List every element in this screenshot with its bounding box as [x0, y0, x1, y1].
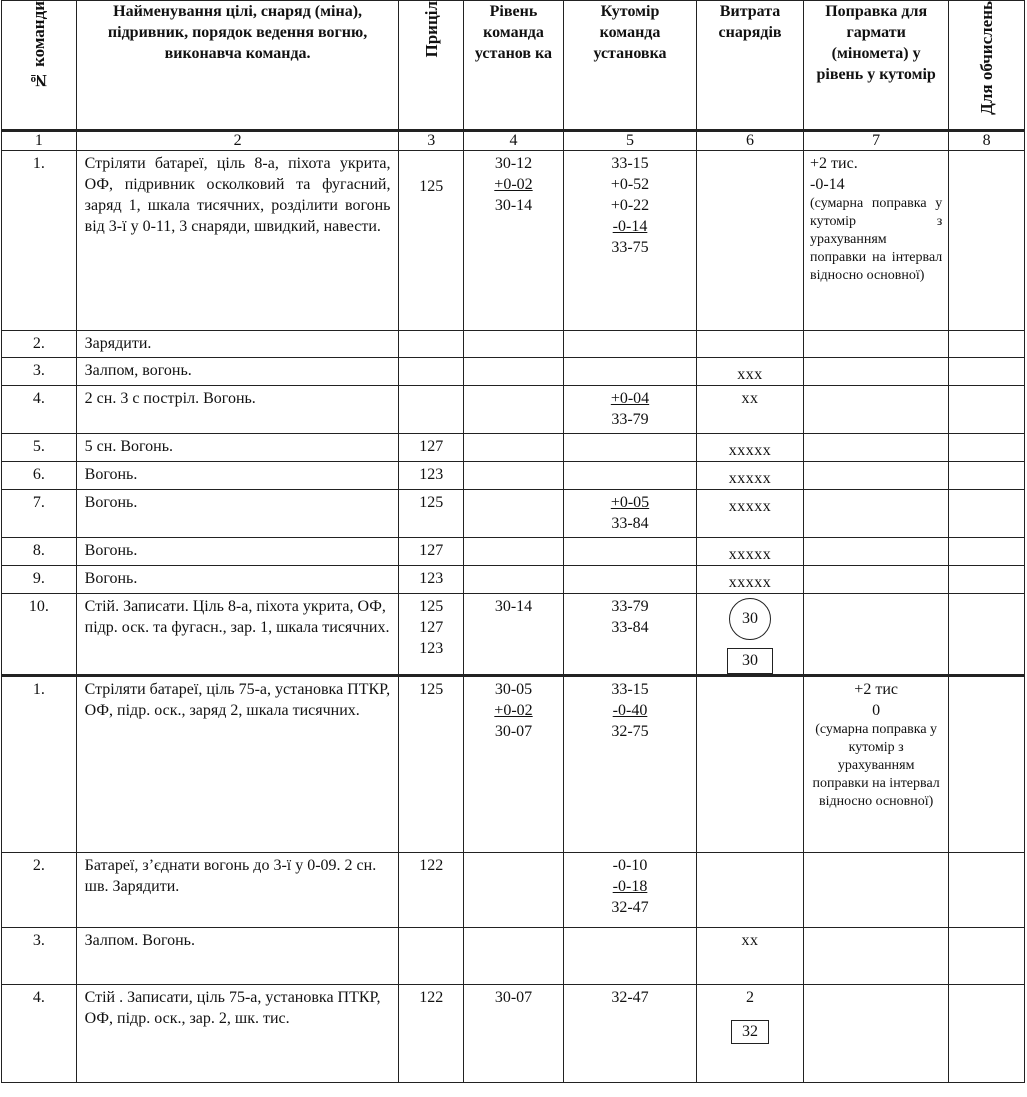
command-number: 4.	[2, 985, 77, 1083]
command-number: 2.	[2, 331, 77, 358]
azimuth-line: -0-40	[612, 702, 648, 719]
command-text: Вогонь.	[76, 538, 399, 566]
table-row	[2, 331, 1025, 358]
command-text: Батареї, з’єднати вогонь до 3-ї у 0-09. 2 сн. шв. Зарядити.	[76, 853, 399, 928]
command-number: 8.	[2, 538, 77, 566]
level-value: 30-07	[464, 985, 564, 1083]
level-value: 30-14	[464, 594, 564, 676]
command-number: 9.	[2, 566, 77, 594]
level-line: 30-12	[494, 155, 533, 172]
ammo-box: 30	[727, 648, 773, 674]
azimuth-line: 32-47	[611, 899, 649, 916]
azimuth-value: 32-47	[563, 985, 696, 1083]
header-correction: Поправка для гармати (міномета) у рівень у кутомір	[804, 1, 949, 131]
command-text: Стріляти батареї, ціль 8-а, піхота укрита, ОФ, підривник осколковий та фугасний, заряд 1, шкала тисячних, розділити вогонь від 3-ї у 0-11, 3 снаряди, швидкий, навести.	[76, 151, 399, 331]
azimuth-value	[563, 594, 696, 676]
correction-line: +2 тис.	[810, 155, 858, 172]
ammo-value: ххххх	[697, 434, 804, 462]
level-line: 30-14	[494, 197, 533, 214]
level-value	[464, 676, 564, 853]
azimuth-line: +0-22	[610, 197, 650, 214]
header-ammo-consumption: Витрата снарядів	[697, 1, 804, 131]
level-line: 30-05	[494, 681, 533, 698]
azimuth-value	[563, 853, 696, 928]
azimuth-value	[563, 386, 696, 434]
command-text: Стій . Записати, ціль 75-а, установка ПТКР, ОФ, підр. оск., зар. 2, шк. тис.	[76, 985, 399, 1083]
ammo-value	[697, 594, 804, 676]
header-target-description: Найменування цілі, снаряд (міна), підривник, порядок ведення вогню, виконавча команда.	[76, 1, 399, 131]
sight-value	[399, 594, 464, 676]
command-text: Стріляти батареї, ціль 75-а, установка ПТКР, ОФ, підр. оск., заряд 2, шкала тисячних.	[76, 676, 399, 853]
azimuth-line: 32-75	[611, 723, 649, 740]
command-text: Залпом, вогонь.	[76, 358, 399, 386]
sight-value: 125	[399, 490, 464, 538]
column-number: 5	[563, 131, 696, 151]
ammo-value: ххххх	[697, 566, 804, 594]
ammo-box: 32	[731, 1020, 769, 1044]
table-row	[2, 358, 1025, 386]
command-text: Вогонь.	[76, 490, 399, 538]
correction-line: -0-14	[810, 176, 845, 193]
azimuth-line: 33-15	[611, 681, 649, 698]
azimuth-line: -0-18	[612, 878, 648, 895]
sight-line: 125	[419, 598, 444, 615]
sight-value: 123	[399, 566, 464, 594]
table-row	[2, 566, 1025, 594]
correction-note: (сумарна поправка у кутомір з урахуванням поправки на інтервал відносно основної)	[810, 196, 943, 283]
command-number: 4.	[2, 386, 77, 434]
command-number: 6.	[2, 462, 77, 490]
azimuth-line: 33-15	[611, 155, 649, 172]
command-number: 3.	[2, 358, 77, 386]
command-text: Вогонь.	[76, 566, 399, 594]
command-number: 1.	[2, 676, 77, 853]
sight-value: 122	[399, 853, 464, 928]
ammo-value: хх	[697, 928, 804, 985]
ammo-value: ххх	[697, 358, 804, 386]
fire-command-table	[1, 0, 1025, 1083]
command-number: 7.	[2, 490, 77, 538]
ammo-value	[697, 985, 804, 1083]
header-calculations: Для обчислень	[949, 1, 1025, 131]
column-number: 1	[2, 131, 77, 151]
correction-cell	[804, 151, 949, 331]
sight-line: 123	[419, 640, 444, 657]
table-row	[2, 594, 1025, 676]
azimuth-line: +0-05	[610, 494, 650, 511]
azimuth-value	[563, 490, 696, 538]
command-text: 2 сн. 3 с постріл. Вогонь.	[76, 386, 399, 434]
azimuth-line: 33-84	[611, 515, 649, 532]
column-number: 3	[399, 131, 464, 151]
correction-note: (сумарна поправка у кутомір з урахуванням поправки на інтервал відносно основної)	[812, 722, 940, 809]
azimuth-line: +0-52	[610, 176, 650, 193]
table-row	[2, 386, 1025, 434]
calc-cell	[949, 151, 1025, 331]
correction-line: 0	[872, 702, 881, 719]
table-row	[2, 538, 1025, 566]
column-number: 7	[804, 131, 949, 151]
azimuth-value	[563, 676, 696, 853]
header-row	[2, 1, 1025, 131]
table-row	[2, 853, 1025, 928]
azimuth-line: +0-04	[610, 390, 650, 407]
level-value	[464, 151, 564, 331]
table-row	[2, 928, 1025, 985]
azimuth-line: 33-75	[611, 239, 649, 256]
command-text: Залпом. Вогонь.	[76, 928, 399, 985]
sight-value: 125	[399, 151, 464, 331]
azimuth-line: 33-79	[611, 411, 649, 428]
table-row	[2, 434, 1025, 462]
ammo-value: ххххх	[697, 538, 804, 566]
level-line: +0-02	[494, 702, 533, 719]
command-text: Вогонь.	[76, 462, 399, 490]
command-number: 3.	[2, 928, 77, 985]
command-number: 10.	[2, 594, 77, 676]
header-sight: Приціл	[399, 1, 464, 131]
level-line: 30-07	[494, 723, 533, 740]
command-number: 5.	[2, 434, 77, 462]
ammo-value: хх	[697, 386, 804, 434]
sight-value: 127	[399, 538, 464, 566]
sight-line: 127	[419, 619, 444, 636]
header-azimuth: Кутомір команда установка	[563, 1, 696, 131]
table-row	[2, 985, 1025, 1083]
command-text: Стій. Записати. Ціль 8-а, піхота укрита, ОФ, підр. оск. та фугасн., зар. 1, шкала тисячних.	[76, 594, 399, 676]
ammo-value: ххххх	[697, 462, 804, 490]
azimuth-line: 33-84	[611, 619, 649, 636]
correction-cell	[804, 676, 949, 853]
command-number: 2.	[2, 853, 77, 928]
sight-value: 125	[399, 676, 464, 853]
correction-line: +2 тис	[854, 681, 898, 698]
azimuth-line: 33-79	[611, 598, 649, 615]
column-number: 4	[464, 131, 564, 151]
command-text: 5 сн. Вогонь.	[76, 434, 399, 462]
table-row	[2, 490, 1025, 538]
sight-value: 123	[399, 462, 464, 490]
column-number: 6	[697, 131, 804, 151]
sight-value: 122	[399, 985, 464, 1083]
column-number: 2	[76, 131, 399, 151]
table-row	[2, 151, 1025, 331]
header-level: Рівень команда установ ка	[464, 1, 564, 131]
level-line: +0-02	[494, 176, 533, 193]
azimuth-line: -0-14	[612, 218, 648, 235]
column-number: 8	[949, 131, 1025, 151]
ammo-circle: 30	[729, 598, 771, 640]
ammo-value: ххххх	[697, 490, 804, 538]
sight-value: 127	[399, 434, 464, 462]
column-number-row	[2, 131, 1025, 151]
azimuth-value	[563, 151, 696, 331]
header-command-number: № команди	[2, 1, 77, 131]
command-number: 1.	[2, 151, 77, 331]
table-row	[2, 676, 1025, 853]
ammo-count: 2	[746, 989, 755, 1006]
ammo-cell	[697, 151, 804, 331]
azimuth-line: -0-10	[612, 857, 648, 874]
table-row	[2, 462, 1025, 490]
command-text: Зарядити.	[76, 331, 399, 358]
